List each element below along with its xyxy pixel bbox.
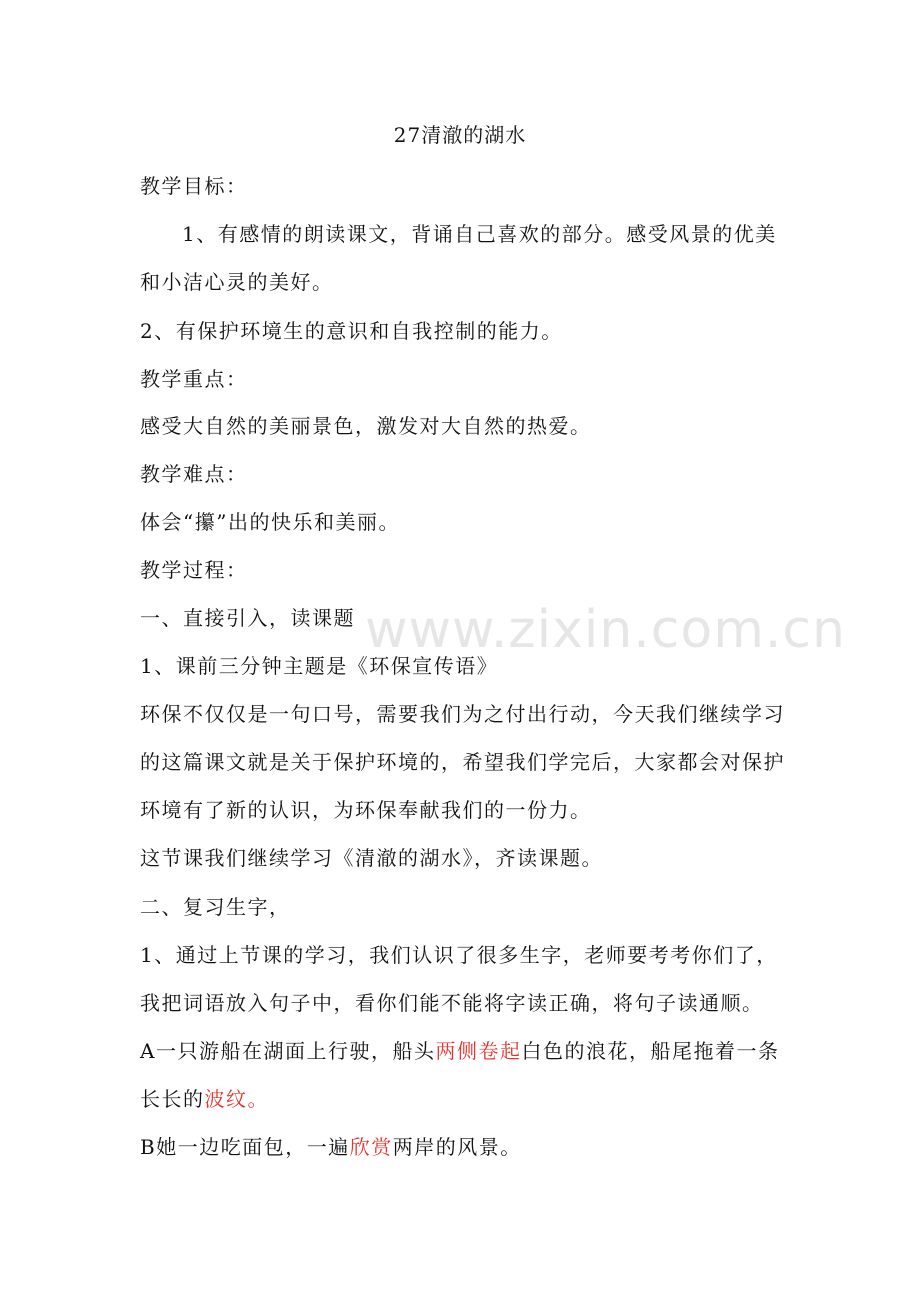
sentence-a-text-3: 长长的 xyxy=(140,1087,205,1111)
sentence-b-text-1: B她一边吃面包，一遍 xyxy=(140,1135,350,1159)
difficulty-text: 体会“攥”出的快乐和美丽。 xyxy=(140,510,400,534)
section-heading-objectives: 教学目标： xyxy=(140,174,248,198)
section-heading-difficulties: 教学难点： xyxy=(140,462,248,486)
objective-2: 2、有保护环境生的意识和自我控制的能力。 xyxy=(140,319,563,343)
process-step-1-heading: 一、直接引入，读课题 xyxy=(140,606,355,630)
sentence-a-highlight-1: 两侧卷起 xyxy=(435,1039,522,1063)
sentence-a-text-2: 白色的浪花，船尾拖着一条 xyxy=(521,1039,780,1063)
process-step-2-line-1: 1、通过上节课的学习，我们认识了很多生字，老师要考考你们了， xyxy=(140,943,778,967)
key-point-text: 感受大自然的美丽景色，激发对大自然的热爱。 xyxy=(140,414,592,438)
watermark: www.zixin.com.cn xyxy=(365,600,846,660)
sentence-b-highlight: 欣赏 xyxy=(349,1135,393,1159)
sentence-a-text-1: A一只游船在湖面上行驶，船头 xyxy=(140,1039,436,1063)
sentence-b-text-2: 两岸的风景。 xyxy=(392,1135,522,1159)
sentence-a-line-1 xyxy=(140,1039,790,1063)
process-step-1-item: 1、课前三分钟主题是《环保宣传语》 xyxy=(140,654,499,678)
paragraph-line-4: 这节课我们继续学习《清澈的湖水》，齐读课题。 xyxy=(140,846,603,870)
paragraph-line-1: 环保不仅仅是一句口号，需要我们为之付出行动，今天我们继续学习 xyxy=(140,702,785,726)
section-heading-process: 教学过程： xyxy=(140,558,248,582)
process-step-2-heading: 二、复习生字， xyxy=(140,895,291,919)
sentence-a-line-2 xyxy=(140,1087,790,1111)
paragraph-line-2: 的这篇课文就是关于保护环境的，希望我们学完后，大家都会对保护 xyxy=(140,750,785,774)
process-step-2-line-2: 我把词语放入句子中，看你们能不能将字读正确，将句子读通顺。 xyxy=(140,991,764,1015)
document-title: 27清澈的湖水 xyxy=(393,123,527,147)
section-heading-key-points: 教学重点： xyxy=(140,367,248,391)
sentence-a-highlight-2: 波纹。 xyxy=(204,1087,269,1111)
objective-1: 1、有感情的朗读课文，背诵自己喜欢的部分。感受风景的优美 xyxy=(182,222,777,246)
objective-1-continued: 和小洁心灵的美好。 xyxy=(140,270,334,294)
sentence-b-line xyxy=(140,1135,790,1159)
paragraph-line-3: 环境有了新的认识，为环保奉献我们的一份力。 xyxy=(140,798,592,822)
